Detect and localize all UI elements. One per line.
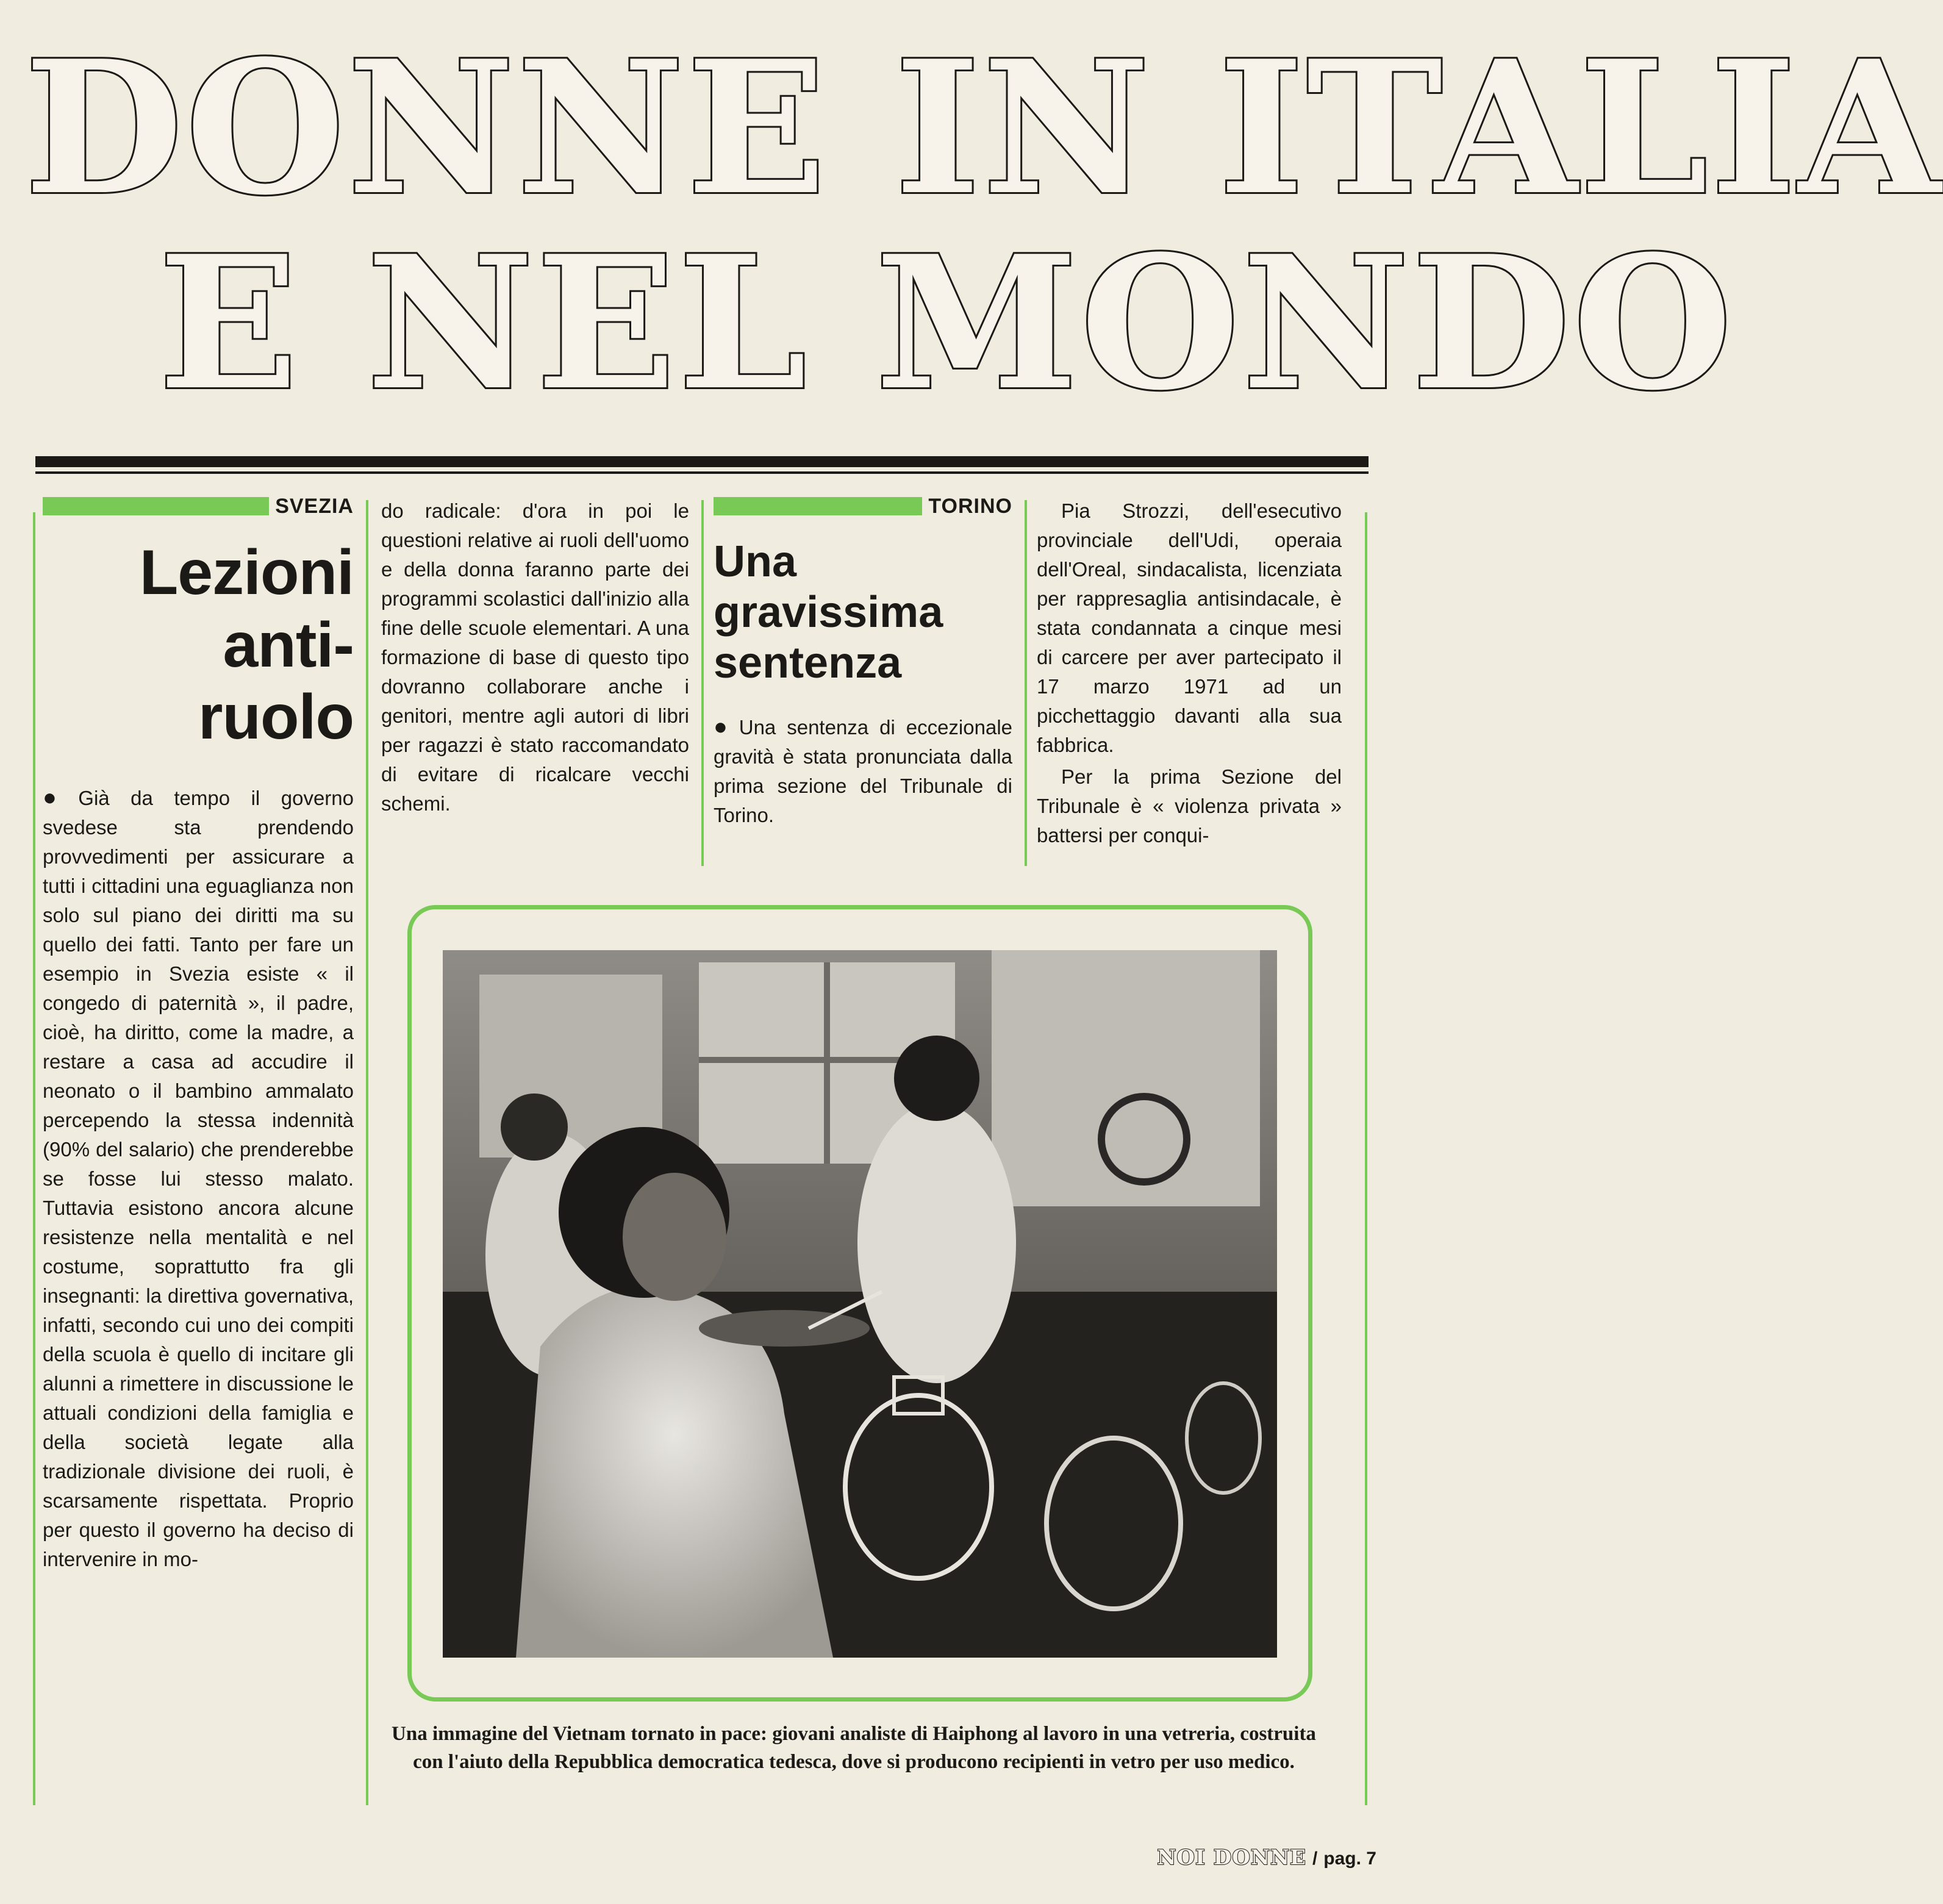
page-footer bbox=[1157, 1845, 1376, 1870]
headline-line: ruolo bbox=[198, 682, 354, 753]
masthead-line-1: DONNE IN ITALIA bbox=[24, 20, 1943, 235]
footer-separator: / bbox=[1312, 1849, 1318, 1869]
headline-line: sentenza bbox=[714, 638, 902, 687]
masthead-rule-thin bbox=[35, 471, 1369, 474]
headline-line: gravissima bbox=[714, 587, 943, 637]
headline-line: anti- bbox=[223, 609, 354, 681]
article-svezia-continued bbox=[381, 496, 689, 818]
section-label: TORINO bbox=[928, 494, 1012, 518]
article-body bbox=[714, 712, 1012, 830]
section-bar-svezia bbox=[43, 494, 354, 518]
bullet-icon: ● bbox=[43, 784, 73, 811]
masthead-line-2: E NEL MONDO bbox=[159, 215, 1735, 431]
column-divider bbox=[1365, 512, 1367, 1805]
headline-line: Una bbox=[714, 537, 797, 586]
masthead-rule-thick bbox=[35, 456, 1369, 467]
publication-logo: NOI DONNE bbox=[1157, 1845, 1306, 1870]
photo-caption: Una immagine del Vietnam tornato in pace: giovani analiste di Haiphong al lavoro in una vetreria, costruita con l'aiuto della Repubblica democratica tedesca, dove si producono recipienti in vetro per uso medico. bbox=[392, 1723, 1316, 1773]
column-divider bbox=[701, 500, 704, 866]
article-svezia bbox=[43, 494, 354, 1574]
article-body-text: Per la prima Sezione del Tribunale è « violenza privata » battersi per conqui- bbox=[1037, 765, 1342, 846]
article-body-text: Già da tempo il governo svedese sta prendendo provvedimenti per assicurare a tutti i cittadini una eguaglianza non solo sul piano dei diritti ma su quello dei fatti. Tanto per fare un esempio in Svezia esiste « il congedo di paternità », il padre, cioè, ha diritto, come la madre, a restare a casa ad accudire il neonato o il bambino ammalato percependo la stessa indennità (90% del salario) che prenderebbe se fosse lui stesso malato. Tuttavia esistono ancora alcune resistenze nella mentalità e nel costume, soprattutto fra gli insegnanti: la direttiva governativa, infatti, secondo cui uno dei compiti della scuola è quello di incitare gli alunni a rimettere in discussione le attuali condizioni della famiglia e della società legate alla tradizionale divisione dei ruoli, è scarsamente rispettata. Proprio per questo il governo ha deciso di intervenire in mo- bbox=[43, 786, 354, 1570]
article-body-text: Una sentenza di eccezionale gravità è stata pronunciata dalla prima sezione del Tribunale di Torino. bbox=[714, 716, 1012, 827]
article-body-text: Pia Strozzi, dell'esecutivo provinciale dell'Udi, operaia dell'Oreal, sindacalista, licenziata per rappresaglia antisindacale, è stata condannata a cinque mesi di carcere per aver partecipato il 17 marzo 1971 ad un picchettaggio davanti alla sua fabbrica. bbox=[1037, 499, 1342, 756]
article-body bbox=[43, 783, 354, 1574]
photo-illustration bbox=[443, 950, 1277, 1658]
section-bar-torino bbox=[714, 494, 1012, 518]
article-body-text: do radicale: d'ora in poi le questioni relative ai ruoli dell'uomo e della donna faranno parte dei programmi scolastici dall'inizio alla fine delle scuole elementari. A una formazione di base di questo tipo dovranno collaborare anche i genitori, mentre agli autori di libri per ragazzi è stato raccomandato di evitare di ricalcare vecchi schemi. bbox=[381, 499, 689, 815]
column-divider bbox=[1025, 500, 1027, 866]
section-bar-fill bbox=[714, 497, 922, 515]
article-torino-continued bbox=[1037, 496, 1342, 850]
article-headline bbox=[714, 537, 1012, 688]
bullet-icon: ● bbox=[714, 714, 733, 740]
column-divider bbox=[33, 512, 35, 1805]
section-label: SVEZIA bbox=[275, 494, 354, 518]
column-divider bbox=[366, 500, 368, 1805]
headline-line: Lezioni bbox=[139, 537, 354, 608]
laboratory-photo bbox=[443, 950, 1277, 1658]
section-bar-fill bbox=[43, 497, 269, 515]
page-number: pag. 7 bbox=[1323, 1849, 1376, 1869]
article-torino bbox=[714, 494, 1012, 830]
article-headline bbox=[43, 537, 354, 754]
